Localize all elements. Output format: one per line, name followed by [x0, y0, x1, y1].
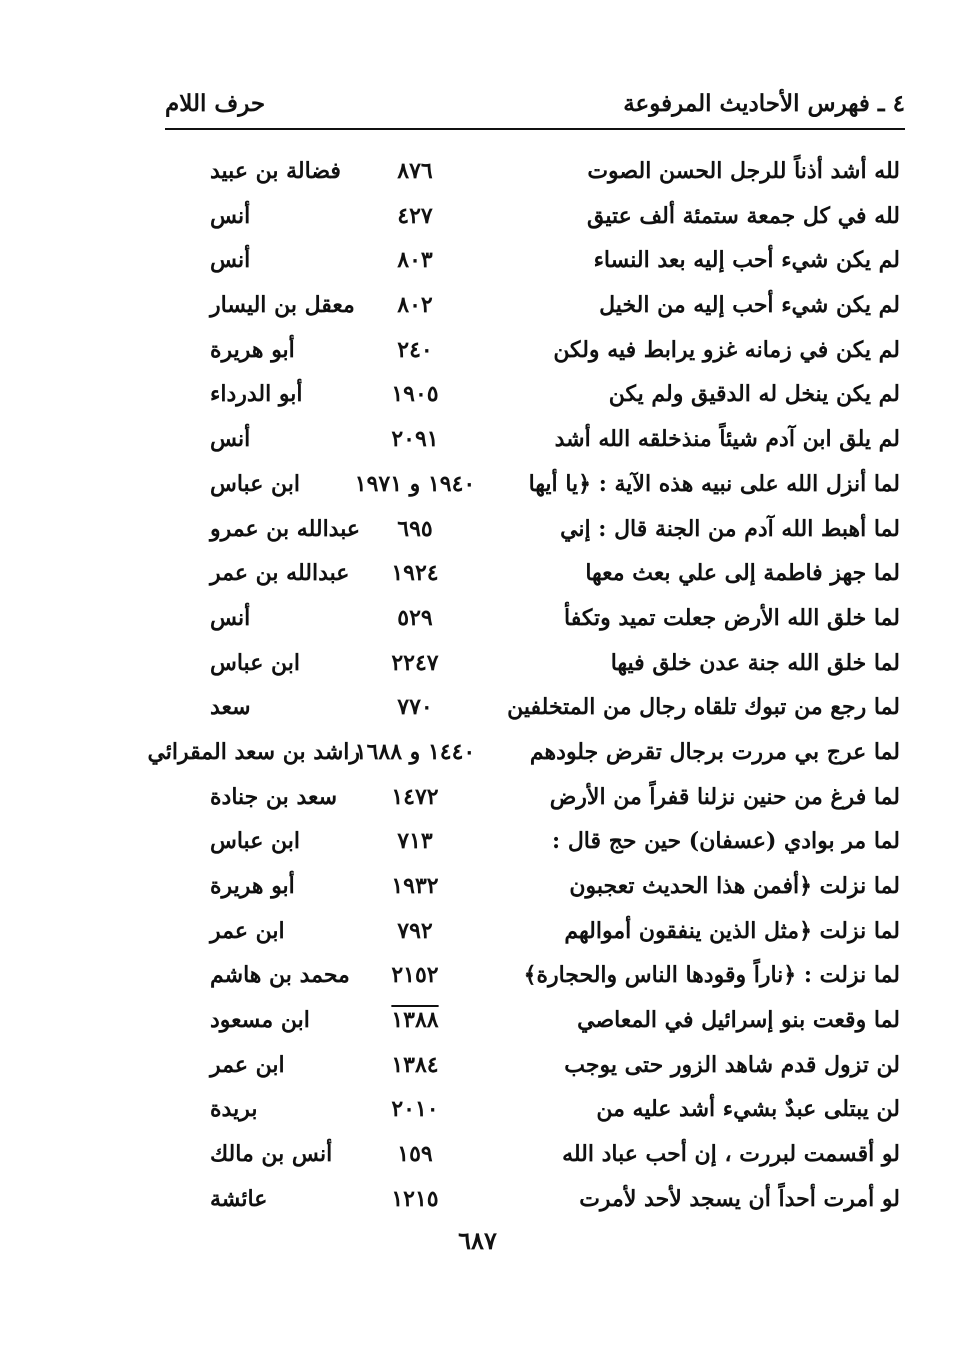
index-row: [150, 508, 910, 553]
narrator-name: محمد بن هاشم: [210, 962, 350, 989]
hadith-text: لما نزلت ﴿أفمن هذا الحديث تعجبون: [569, 873, 900, 899]
hadith-text: لما خلق الله الأرض جعلت تميد وتكفأ: [564, 604, 900, 631]
index-row: [150, 284, 910, 329]
hadith-text: لن تزول قدم شاهد الزور حتى يوجب: [564, 1051, 900, 1078]
index-row: [150, 418, 910, 463]
hadith-text: لم يكن شيء أحب إليه من الخيل: [599, 292, 900, 319]
hadith-number: ١٥٩: [397, 1141, 433, 1168]
hadith-number: ٢٤٠: [397, 336, 433, 363]
narrator-name: معقل بن اليسار: [210, 292, 355, 319]
narrator-name: أنس: [210, 426, 251, 453]
index-row: [150, 686, 910, 731]
narrator-name: بريدة: [210, 1096, 258, 1123]
narrator-name: ابن مسعود: [210, 1007, 310, 1034]
header-rule: [165, 128, 905, 130]
hadith-text: لو أمرت أحداً أن يسجد لأحد لأمرت: [579, 1185, 900, 1212]
hadith-number: ١٩٣٢: [391, 873, 439, 899]
hadith-text: لله أشد أذناً للرجل الحسن الصوت: [587, 158, 900, 184]
narrator-name: راشد بن سعد المقرائي: [147, 738, 360, 765]
hadith-number: ١٩٢٤: [391, 560, 439, 587]
hadith-text: لم يلق ابن آدم شيئاً منذخلقه الله أشد: [554, 426, 900, 453]
index-row: [150, 776, 910, 821]
index-row: [150, 463, 910, 508]
index-row: [150, 1044, 910, 1089]
narrator-name: فضالة بن عبيد: [210, 158, 341, 184]
hadith-number: ٨٠٣: [397, 247, 433, 274]
narrator-name: سعد: [210, 694, 251, 721]
index-row: [150, 642, 910, 687]
hadith-text: لما خلق الله جنة عدن خلق فيها: [610, 649, 900, 676]
index-row: [150, 954, 910, 999]
hadith-text: لم يكن في زمانه غزو يرابط فيه ولكن: [553, 336, 900, 363]
narrator-name: أبو هريرة: [210, 336, 295, 363]
hadith-number: ٢٠٩١: [391, 426, 439, 453]
hadith-number: ٧٩٢: [397, 917, 433, 944]
letter-title: حرف اللام: [165, 90, 266, 117]
hadith-number: ١٣٨٨: [391, 1007, 439, 1034]
narrator-name: أنس: [210, 604, 251, 631]
hadith-text: لله في كل جمعة ستمئة ألف عتيق: [586, 202, 900, 229]
narrator-name: ابن عمر: [210, 1051, 285, 1078]
hadith-number: ٢١٥٢: [391, 962, 439, 989]
index-row: [150, 1088, 910, 1133]
page-number: ٦٨٧: [458, 1226, 497, 1255]
hadith-text: لما أنزل الله على نبيه هذه الآية : ﴿يا أيها: [528, 470, 900, 497]
hadith-text: لما أهبط الله آدم من الجنة قال : إني: [560, 515, 900, 542]
hadith-number: ٤٢٧: [397, 202, 433, 229]
hadith-number: ١٤٤٠ و ١٦٨٨: [354, 738, 476, 765]
hadith-number: ٧٧٠: [397, 694, 433, 721]
index-row: [150, 1133, 910, 1178]
hadith-text: لما نزلت ﴿مثل الذين ينفقون أموالهم: [564, 917, 900, 944]
narrator-name: سعد بن جنادة: [210, 783, 338, 810]
hadith-text: لما جهز فاطمة إلى علي بعث معها: [585, 560, 900, 587]
hadith-number: ١٢١٥: [391, 1185, 439, 1212]
narrator-name: أبو الدرداء: [210, 381, 303, 408]
hadith-number: ١٤٧٢: [391, 783, 439, 810]
narrator-name: ابن عباس: [210, 470, 300, 497]
hadith-number: ٨٧٦: [397, 158, 433, 184]
hadith-text: لما وقعت بنو إسرائيل في المعاصي: [577, 1007, 900, 1034]
hadith-text: لما نزلت : ﴿ناراً وقودها الناس والحجارة﴾: [523, 962, 900, 989]
hadith-number: ٧١٣: [397, 828, 433, 855]
index-row: [150, 1178, 910, 1223]
index-row: [150, 865, 910, 910]
hadith-number: ١٩٤٠ و ١٩٧١: [354, 470, 476, 497]
index-row: [150, 820, 910, 865]
hadith-text: لما مر بوادي (عسفان) حين حج قال :: [552, 828, 900, 855]
narrator-name: عبدالله بن عمر: [210, 560, 350, 587]
hadith-number: ٢٠١٠: [391, 1096, 439, 1123]
index-row: [150, 150, 910, 195]
hadith-text: لما عرج بي مررت برجال تقرض جلودهم: [529, 738, 900, 765]
narrator-name: ابن عباس: [210, 649, 300, 676]
section-title: ٤ ـ فهرس الأحاديث المرفوعة: [623, 90, 905, 117]
page-header: [165, 80, 905, 130]
narrator-name: عائشة: [210, 1185, 268, 1212]
hadith-number: ١٣٨٤: [391, 1051, 439, 1078]
narrator-name: عبدالله بن عمرو: [209, 515, 360, 542]
index-row: [150, 597, 910, 642]
narrator-name: أبو هريرة: [210, 873, 295, 899]
narrator-name: أنس بن مالك: [210, 1141, 333, 1168]
hadith-text: لما فرغ من حنين نزلنا قفراً من الأرض: [549, 783, 900, 810]
hadith-number: ٥٢٩: [397, 604, 433, 631]
hadith-text: لو أقسمت لبررت ، إن أحب عباد الله: [562, 1141, 900, 1168]
hadith-number: ٨٠٢: [397, 292, 433, 319]
index-row: [150, 552, 910, 597]
index-row: [150, 373, 910, 418]
index-row: [147, 731, 910, 776]
hadith-text: لم يكن شيء أحب إليه بعد النساء: [593, 247, 900, 274]
index-row: [150, 329, 910, 374]
hadith-text: لم يكن ينخل له الدقيق ولم يكن: [608, 381, 900, 408]
narrator-name: ابن عمر: [210, 917, 285, 944]
index-row: [150, 195, 910, 240]
hadith-number: ٢٢٤٧: [391, 649, 439, 676]
hadith-number: ٦٩٥: [397, 515, 433, 542]
hadith-text: لن يبتلى عبدٌ بشيء أشد عليه من: [596, 1096, 900, 1123]
index-row: [150, 910, 910, 955]
narrator-name: ابن عباس: [210, 828, 300, 855]
hadith-text: لما رجع من تبوك تلقاه رجال من المتخلفين: [507, 694, 900, 721]
narrator-name: أنس: [210, 202, 251, 229]
hadith-number: ١٩٠٥: [391, 381, 439, 408]
index-row: [150, 239, 910, 284]
narrator-name: أنس: [210, 247, 251, 274]
hadith-index-list: [147, 150, 910, 1223]
index-row: [150, 999, 910, 1044]
